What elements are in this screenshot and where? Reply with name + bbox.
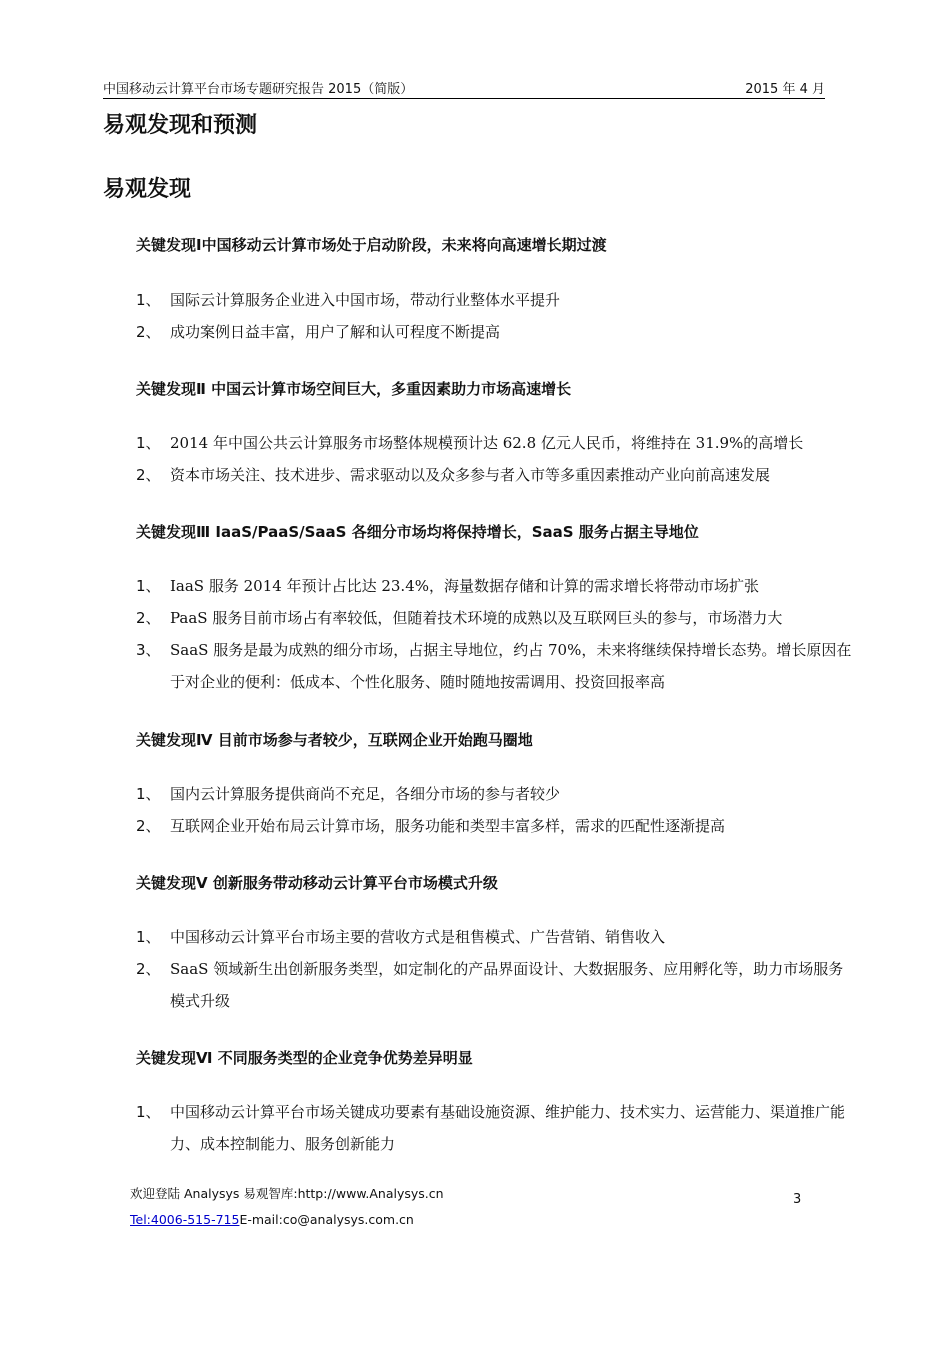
finding-4-title: 关键发现Ⅳ 目前市场参与者较少，互联网企业开始跑马圈地 [136,731,533,749]
finding-3-item-3 [136,634,856,698]
finding-3-item-2 [136,602,856,634]
finding-2-item-2 [136,459,856,491]
list-number: 2、 [136,323,161,341]
section-title: 易观发现和预测 [103,112,258,138]
list-number: 1、 [136,577,161,595]
finding-1-item-1 [136,284,856,316]
list-number: 2、 [136,817,161,835]
finding-5-item-1 [136,921,856,953]
list-number: 2、 [136,609,161,627]
footer-contact [130,1212,414,1227]
header-date: 2015 年 4 月 [745,82,825,97]
footer-tel-link[interactable]: Tel:4006-515-715 [130,1212,240,1227]
finding-6-title: 关键发现Ⅵ 不同服务类型的企业竞争优势差异明显 [136,1049,473,1067]
list-number: 2、 [136,466,161,484]
footer-welcome: 欢迎登陆 Analysys 易观智库:http://www.Analysys.cn [130,1186,444,1201]
list-text: 成功案例日益丰富，用户了解和认可程度不断提高 [170,323,501,341]
finding-5-item-2 [136,953,856,1017]
list-text: PaaS 服务目前市场占有率较低，但随着技术环境的成熟以及互联网巨头的参与，市场潜力大 [170,609,783,627]
list-text: 中国移动云计算平台市场主要的营收方式是租售模式、广告营销、销售收入 [170,928,666,946]
finding-4-item-2 [136,810,856,842]
list-text: 中国移动云计算平台市场关键成功要素有基础设施资源、维护能力、技术实力、运营能力、渠道推广能力、成本控制能力、服务创新能力 [170,1103,846,1153]
page-header [103,76,825,99]
finding-5-title: 关键发现Ⅴ 创新服务带动移动云计算平台市场模式升级 [136,874,498,892]
list-text: 国内云计算服务提供商尚不充足，各细分市场的参与者较少 [170,785,561,803]
list-text: 资本市场关注、技术进步、需求驱动以及众多参与者入市等多重因素推动产业向前高速发展 [170,466,771,484]
finding-1-item-2 [136,316,856,348]
finding-2-title: 关键发现Ⅱ 中国云计算市场空间巨大，多重因素助力市场高速增长 [136,380,572,398]
list-text: IaaS 服务 2014 年预计占比达 23.4%，海量数据存储和计算的需求增长将带动市场扩张 [170,577,759,595]
finding-3-item-1 [136,570,856,602]
footer-email: E-mail:co@analysys.com.cn [239,1212,414,1227]
finding-4-item-1 [136,778,856,810]
list-number: 1、 [136,928,161,946]
finding-6-item-1 [136,1096,856,1160]
finding-3-title: 关键发现Ⅲ IaaS/PaaS/SaaS 各细分市场均将保持增长，SaaS 服务占据主导地位 [136,523,699,541]
list-text: 互联网企业开始布局云计算市场，服务功能和类型丰富多样，需求的匹配性逐渐提高 [170,817,726,835]
list-number: 1、 [136,291,161,309]
finding-1-title: 关键发现Ⅰ中国移动云计算市场处于启动阶段，未来将向高速增长期过渡 [136,236,607,254]
list-number: 1、 [136,785,161,803]
list-text: 2014 年中国公共云计算服务市场整体规模预计达 62.8 亿元人民币，将维持在 31.9%的高增长 [170,434,804,452]
subsection-title: 易观发现 [103,176,192,202]
list-text: SaaS 领域新生出创新服务类型，如定制化的产品界面设计、大数据服务、应用孵化等，助力市场服务模式升级 [170,960,844,1010]
header-report-title: 中国移动云计算平台市场专题研究报告 2015（简版） [103,82,414,97]
list-number: 2、 [136,960,161,978]
page-number: 3 [793,1192,802,1207]
finding-2-item-1 [136,427,856,459]
list-number: 3、 [136,641,161,659]
list-number: 1、 [136,1103,161,1121]
list-text: SaaS 服务是最为成熟的细分市场，占据主导地位，约占 70%，未来将继续保持增长态势。增长原因在于对企业的便利：低成本、个性化服务、随时随地按需调用、投资回报率高 [170,641,852,691]
list-text: 国际云计算服务企业进入中国市场，带动行业整体水平提升 [170,291,561,309]
list-number: 1、 [136,434,161,452]
